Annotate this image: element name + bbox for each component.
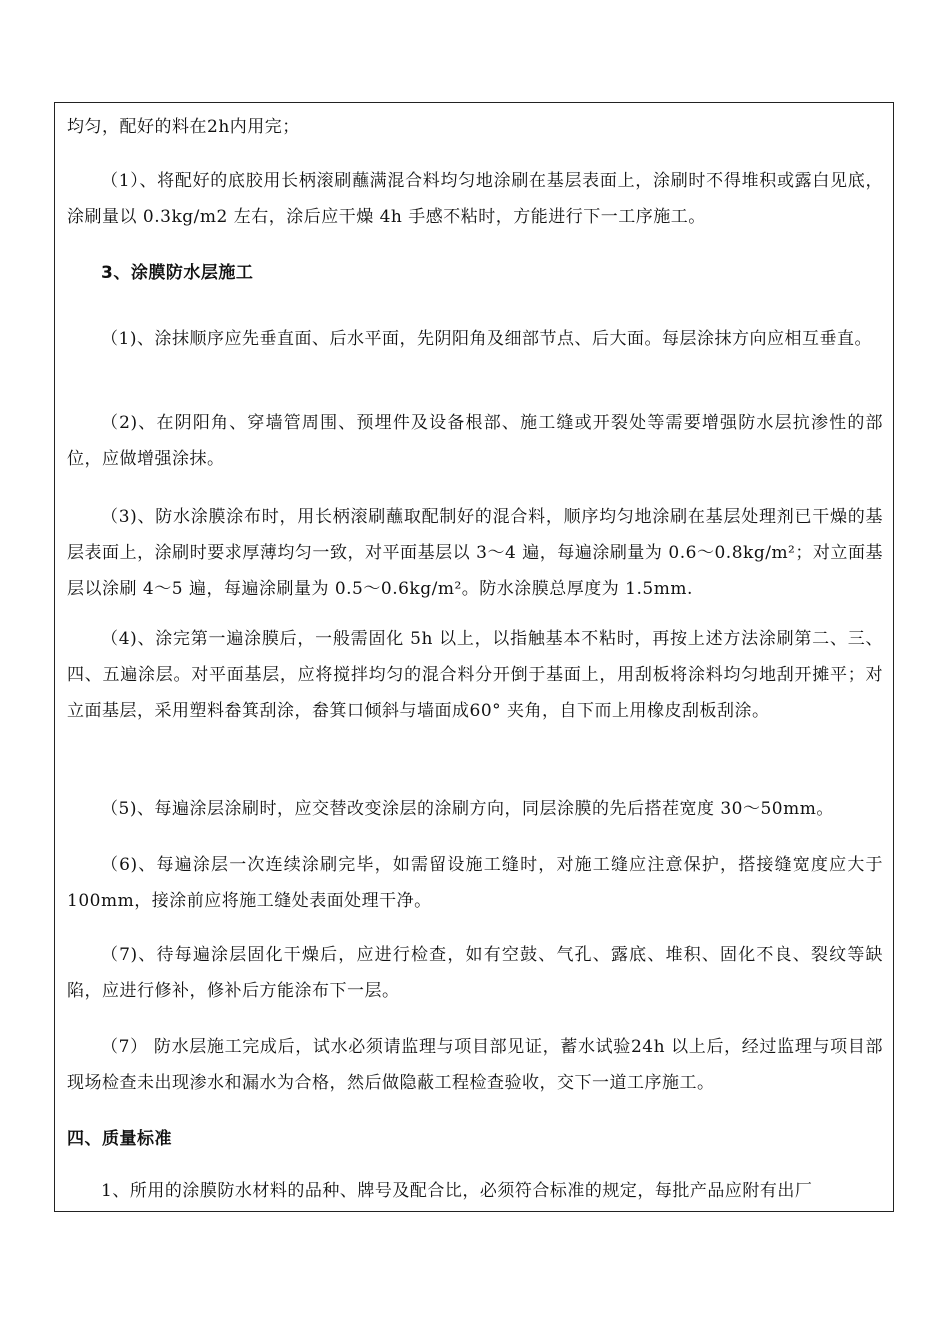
section-heading-3: 3、涂膜防水层施工 (101, 263, 254, 283)
document-frame (54, 102, 894, 1212)
paragraph-step-3: （3)、防水涂膜涂布时，用长柄滚刷蘸取配制好的混合料，顺序均匀地涂刷在基层处理剂已干燥的基层表面上，涂刷时要求厚薄均匀一致，对平面基层以 3～4 遍，每遍涂刷量为 0.6～0.8kg/m²；对立面基层以涂刷 4～5 遍，每遍涂刷量为 0.5～0.6kg/m²。防水涂膜总厚度为 1.5mm. (67, 507, 883, 599)
paragraph-quality-1: 1、所用的涂膜防水材料的品种、牌号及配合比，必须符合标准的规定，每批产品应附有出厂 (101, 1181, 813, 1201)
paragraph-step-6: （6)、每遍涂层一次连续涂刷完毕，如需留设施工缝时，对施工缝应注意保护，搭接缝宽度应大于 100mm，接涂前应将施工缝处表面处理干净。 (67, 855, 883, 911)
paragraph-step-5: （5)、每遍涂层涂刷时，应交替改变涂层的涂刷方向，同层涂膜的先后搭茬宽度 30～50mm。 (101, 799, 834, 819)
paragraph-step-4: （4)、涂完第一遍涂膜后，一般需固化 5h 以上，以指触基本不粘时，再按上述方法涂刷第二、三、四、五遍涂层。对平面基层，应将搅拌均匀的混合料分开倒于基面上，用刮板将涂料均匀地刮开摊平；对立面基层，采用塑料畚箕刮涂，畚箕口倾斜与墙面成60° 夹角，自下而上用橡皮刮板刮涂。 (67, 629, 883, 721)
paragraph-base-coat: （1）、将配好的底胶用长柄滚刷蘸满混合料均匀地涂刷在基层表面上，涂刷时不得堆积或露白见底，涂刷量以 0.3kg/m2 左右，涂后应干燥 4h 手感不粘时，方能进行下一工序施工。 (67, 171, 883, 227)
section-heading-quality: 四、质量标准 (67, 1129, 172, 1149)
paragraph-intro: 均匀，配好的料在2h内用完； (67, 117, 300, 137)
paragraph-step-7-water-test: （7） 防水层施工完成后，试水必须请监理与项目部见证，蓄水试验24h 以上后，经过监理与项目部现场检查未出现渗水和漏水为合格，然后做隐蔽工程检查验收，交下一道工序施工。 (67, 1037, 883, 1093)
paragraph-step-1: （1)、涂抹顺序应先垂直面、后水平面，先阴阳角及细部节点、后大面。每层涂抹方向应相互垂直。 (101, 329, 872, 349)
paragraph-step-7-inspection: （7)、待每遍涂层固化干燥后，应进行检查，如有空鼓、气孔、露底、堆积、固化不良、裂纹等缺陷，应进行修补，修补后方能涂布下一层。 (67, 945, 883, 1001)
paragraph-step-2: （2)、在阴阳角、穿墙管周围、预埋件及设备根部、施工缝或开裂处等需要增强防水层抗渗性的部位，应做增强涂抹。 (67, 413, 883, 469)
